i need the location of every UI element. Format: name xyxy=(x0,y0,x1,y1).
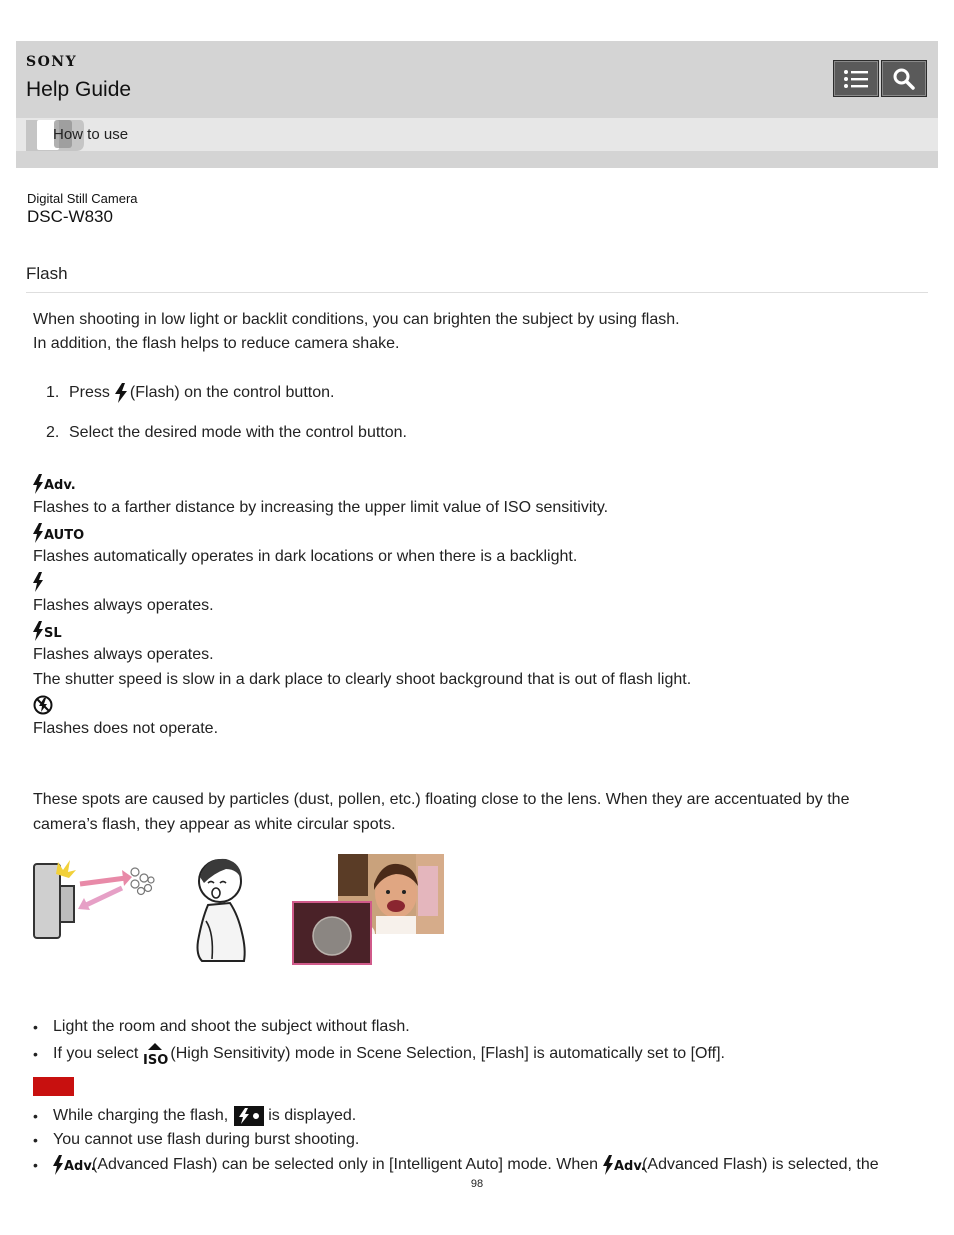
mode-adv-label: Adv. xyxy=(44,478,76,493)
page-number: 98 xyxy=(470,1178,484,1190)
note-2 xyxy=(33,1131,359,1149)
flash-auto-icon xyxy=(33,523,85,543)
note-3-text-after: (Advanced Flash) is selected, the xyxy=(642,1156,879,1173)
breadcrumb-how-to-use[interactable]: How to use xyxy=(53,126,129,143)
step-number: 1. xyxy=(46,384,60,401)
flash-sl-icon xyxy=(33,621,65,641)
iso-high-sensitivity-icon xyxy=(142,1043,169,1068)
tip-1-text: Light the room and shoot the subject without flash. xyxy=(53,1018,410,1035)
step-2-text: Select the desired mode with the control button. xyxy=(69,424,407,441)
bullet-icon: • xyxy=(33,1108,38,1124)
intro-line-1: When shooting in low light or backlit conditions, you can brighten the subject by using flash. xyxy=(33,311,680,328)
mode-adv-desc: Flashes to a farther distance by increasing the upper limit value of ISO sensitivity. xyxy=(33,499,609,516)
flash-icon xyxy=(114,383,128,403)
tip-2-text-after: (High Sensitivity) mode in Scene Selection, [Flash] is automatically set to [Off]. xyxy=(170,1045,725,1062)
header xyxy=(16,41,938,168)
note-badge xyxy=(33,1077,74,1096)
mode-on-desc: Flashes always operates. xyxy=(33,597,214,614)
product-model: DSC-W830 xyxy=(27,207,113,226)
page-title: Flash xyxy=(26,264,68,283)
bullet-icon: • xyxy=(33,1132,38,1148)
breadcrumb-bar xyxy=(16,118,938,151)
white-spot-photo-illustration xyxy=(292,854,446,966)
mode-sl-label: SL xyxy=(44,626,62,641)
help-guide-title[interactable]: Help Guide xyxy=(26,78,132,101)
bullet-icon: • xyxy=(33,1046,38,1062)
tip-2-text-before: If you select xyxy=(53,1045,139,1062)
step-number: 2. xyxy=(46,424,60,441)
bullet-icon: • xyxy=(33,1019,38,1035)
search-button[interactable] xyxy=(881,60,927,97)
flash-adv-icon xyxy=(53,1155,96,1175)
note-3-text-mid: (Advanced Flash) can be selected only in [Intelligent Auto] mode. When xyxy=(92,1156,599,1173)
title-divider xyxy=(26,292,928,293)
note-1-text-after: is displayed. xyxy=(268,1107,357,1124)
flash-adv-icon xyxy=(33,474,76,494)
list-icon xyxy=(843,69,869,89)
step-1 xyxy=(46,383,334,403)
sony-logo: SONY xyxy=(26,54,78,70)
note-3-adv-label: Adv. xyxy=(64,1159,96,1174)
step-1-text-before: Press xyxy=(69,384,110,401)
note-1 xyxy=(33,1106,356,1126)
step-1-text-after: (Flash) on the control button. xyxy=(129,384,335,401)
mode-off-desc: Flashes does not operate. xyxy=(33,720,219,737)
step-2 xyxy=(46,424,407,442)
mode-sl-desc: Flashes always operates. xyxy=(33,646,214,663)
tip-2 xyxy=(33,1043,725,1068)
mode-auto-label: AUTO xyxy=(44,528,85,543)
note-3 xyxy=(33,1155,879,1175)
spots-line-2: camera’s flash, they appear as white circular spots. xyxy=(33,816,396,833)
note-2-text: You cannot use flash during burst shooting. xyxy=(53,1131,360,1148)
flash-charging-icon xyxy=(234,1106,264,1126)
camera-flash-particles-illustration xyxy=(32,858,158,942)
iso-icon-label: ISO xyxy=(143,1053,169,1068)
flash-on-icon xyxy=(33,572,45,592)
mode-auto-desc: Flashes automatically operates in dark locations or when there is a backlight. xyxy=(33,548,578,565)
search-icon xyxy=(892,67,916,91)
table-of-contents-button[interactable] xyxy=(833,60,879,97)
tip-1 xyxy=(33,1018,410,1036)
note-3-adv-label-2: Adv. xyxy=(614,1159,646,1174)
product-category: Digital Still Camera xyxy=(27,191,138,206)
child-figure-illustration xyxy=(192,855,248,963)
note-1-text-before: While charging the flash, xyxy=(53,1107,229,1124)
intro-line-2: In addition, the flash helps to reduce camera shake. xyxy=(33,335,400,352)
spots-line-1: These spots are caused by particles (dust, pollen, etc.) floating close to the lens. When they are accentuated by the xyxy=(33,791,850,808)
bullet-icon: • xyxy=(33,1157,38,1173)
flash-off-icon xyxy=(33,695,53,715)
flash-adv-icon xyxy=(603,1155,646,1175)
mode-sl-desc-2: The shutter speed is slow in a dark place to clearly shoot background that is out of flash light. xyxy=(33,671,692,688)
